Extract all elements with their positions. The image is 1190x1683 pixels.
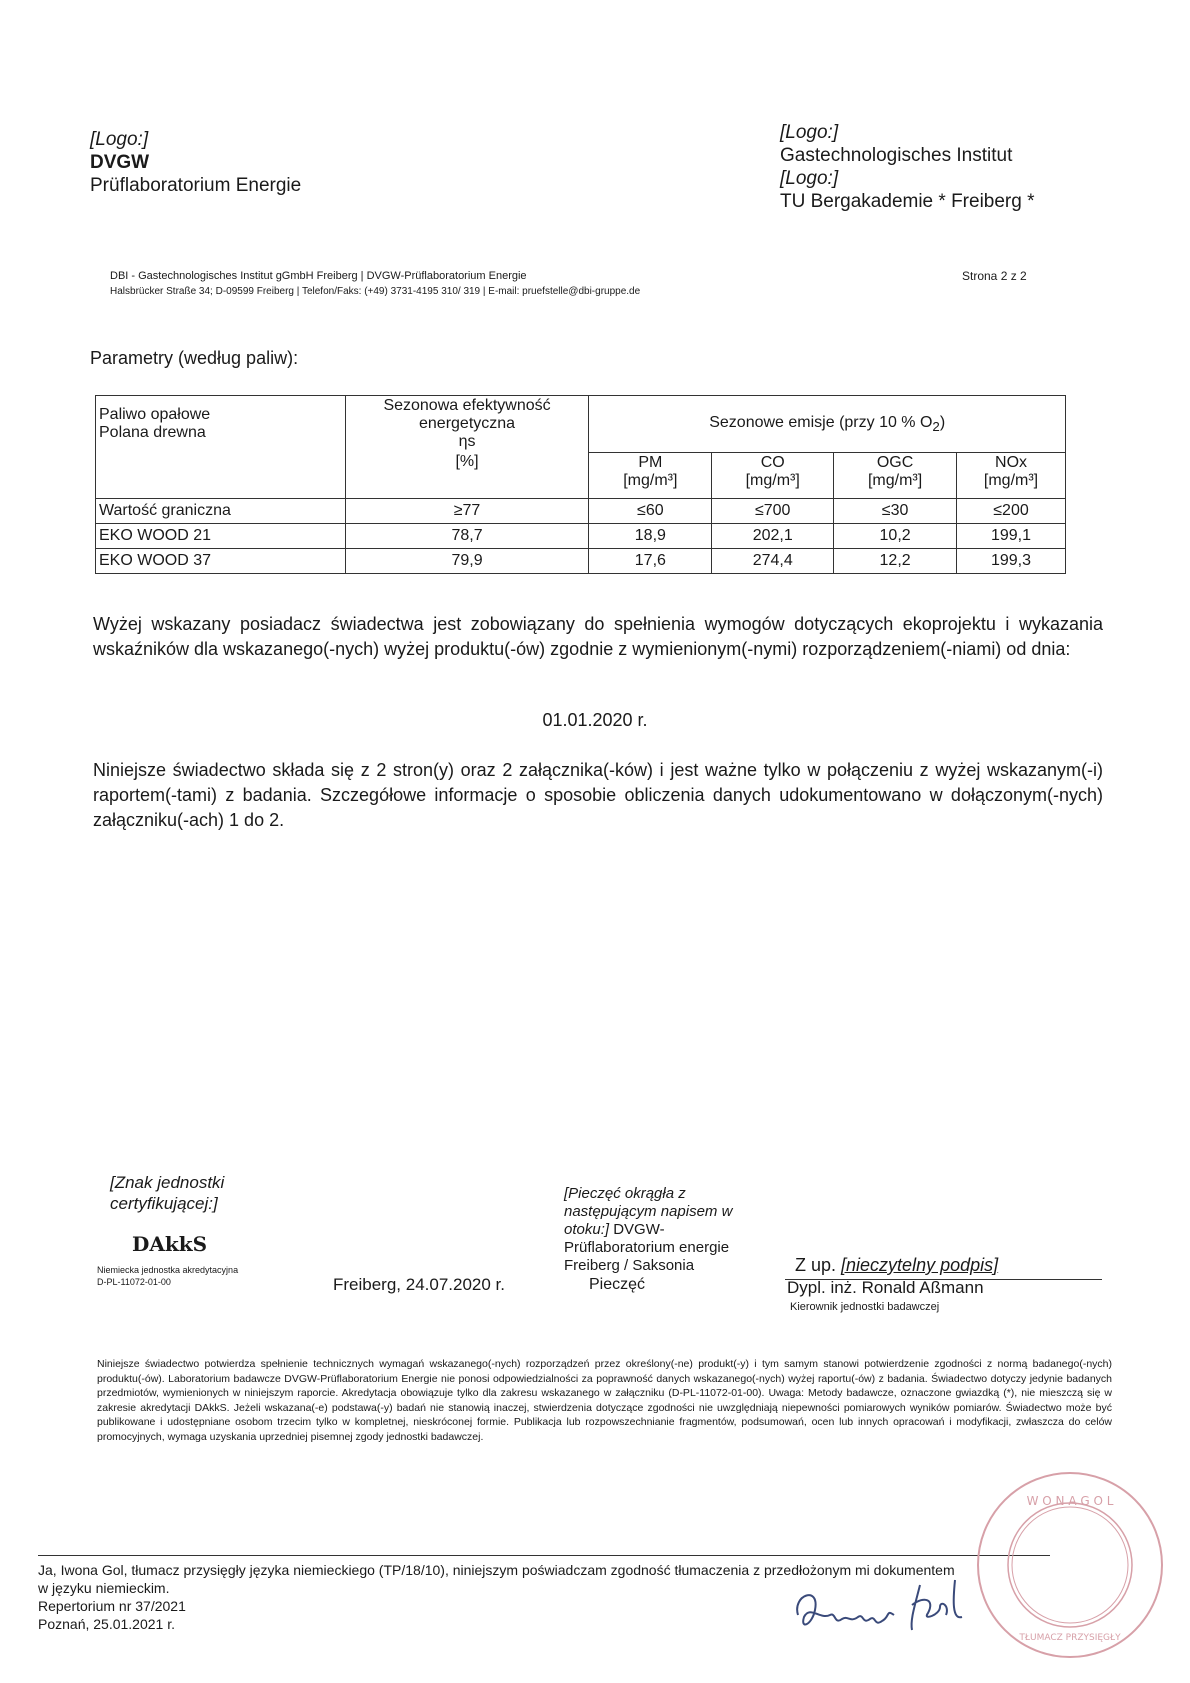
row-pm: ≤60: [589, 499, 712, 524]
place-date: Freiberg, 24.07.2020 r.: [333, 1275, 506, 1294]
fuel-header-line-2: Polana drewna: [99, 424, 206, 441]
col-nox: [957, 452, 1066, 499]
stamp-line-3: otoku:]: [564, 1221, 610, 1238]
col-pm-unit: [mg/m³]: [623, 471, 678, 489]
row-co: 274,4: [712, 549, 834, 574]
cert-mark-label: [110, 1172, 224, 1214]
left-org-sub: Prüflaboratorium Energie: [90, 175, 302, 196]
row-nox: ≤200: [957, 499, 1066, 524]
stamp-label: Pieczęć: [589, 1276, 646, 1293]
col-co: [712, 452, 834, 499]
institute-line-2: Halsbrücker Straße 34; D-09599 Freiberg | Telefon/Faks: (+49) 3731-4195 310/ 319 | E-mail: pruefstelle@dbi-gruppe.de: [110, 286, 641, 297]
col-co-unit: [mg/m³]: [745, 471, 800, 489]
illegible-signature-note: [nieczytelny podpis]: [841, 1255, 999, 1275]
efficiency-header-line-2: energetyczna: [419, 415, 516, 432]
efficiency-unit: [%]: [345, 452, 589, 499]
row-ogc: ≤30: [834, 499, 957, 524]
row-co: ≤700: [712, 499, 834, 524]
zup-signature-line: [795, 1255, 998, 1276]
emissions-header-text: Sezonowe emisje (przy 10 % O: [709, 413, 933, 431]
stamp-line-2: następującym napisem w: [564, 1203, 733, 1220]
signer-name: Dypl. inż. Ronald Aßmann: [787, 1278, 984, 1297]
translator-line-2: w języku niemieckim.: [38, 1580, 170, 1596]
translator-line-1: Ja, Iwona Gol, tłumacz przysięgły języka niemieckiego (TP/18/10), niniejszym poświadczam zgodność tłumaczenia z przedłożonym mi dokumentem: [38, 1562, 955, 1578]
right-org-name-2: TU Bergakademie * Freiberg *: [780, 191, 1035, 212]
col-ogc-name: OGC: [876, 453, 914, 471]
validity-paragraph: Niniejsze świadectwo składa się z 2 stron(y) oraz 2 załącznika(-ków) i jest ważne tylko w połączeniu z wyżej wskazanym(-i) raportem(-tami) z badania. Szczegółowe informacje o sposobie obliczenia danych udokumentowano w dołączonym(-nych) załączniku(-ach) 1 do 2.: [93, 760, 1103, 830]
dakks-caption-line-2: D-PL-11072-01-00: [97, 1277, 171, 1287]
fuel-header: [96, 396, 346, 453]
emissions-header: [589, 396, 1066, 453]
institute-address: [110, 269, 640, 299]
table-row: [96, 499, 1066, 524]
stamp-description: [564, 1185, 732, 1275]
col-pm-name: PM: [638, 453, 663, 471]
signer-role: Kierownik jednostki badawczej: [790, 1301, 940, 1313]
effective-date: 01.01.2020 r.: [542, 710, 648, 730]
row-pm: 17,6: [589, 549, 712, 574]
col-pm: [589, 452, 712, 499]
row-label: EKO WOOD 21: [96, 524, 346, 549]
dakks-caption-line-1: Niemiecka jednostka akredytacyjna: [97, 1265, 239, 1275]
svg-text:W O N A G O L: W O N A G O L: [1026, 1494, 1114, 1508]
handwritten-signature-icon: [790, 1575, 980, 1645]
right-logo-marker-1: [Logo:]: [780, 122, 839, 143]
row-co: 202,1: [712, 524, 834, 549]
fine-print: Niniejsze świadectwo potwierdza spełnienie technicznych wymagań wskazanego(-nych) rozporządzeń przez określony(-ne) produkt(-y) i tym samym stanowi potwierdzenie zgodności z normą badanego(-nych) produktu(-ów). Laboratorium badawcze DVGW-Prüflaboratorium Energie nie ponosi odpowiedzialności za poprawność danych wskazanego(-nych) wyżej raportu(-ów) z badania. Świadectwo dotyczy jedynie badanych przedmiotów, wymienionych w niniejszym raporcie. Akredytacja obowiązuje tylko dla zakresu wskazanego w załączniku (D-PL-11072-01-00). Uwaga: Metody badawcze, oznaczone gwiazdką (*), nie mieszczą się w zakresie akredytacji DAkkS. Jeżeli wskazana(-e) podstawa(-y) badań nie stanowią inaczej, stwierdzenia dotyczące zgodności nie uwzględniają niepewności pomiarowych wyników pomiarów. Świadectwo może być publikowane i udostępniane osobom trzecim tylko w kompletnej, nieskróconej formie. Publikacja lub rozpowszechnianie fragmentów, podsumowań, ocen lub innych opracowań i modyfikacji, zwłaszcza do celów promocyjnych, wymaga uzyskania uprzedniej pisemnej zgody jednostki badawczej.: [97, 1358, 1112, 1443]
header-left: [90, 128, 301, 197]
right-org-name-1: Gastechnologisches Institut: [780, 145, 1013, 166]
left-org-name: DVGW: [90, 152, 150, 173]
table-row: [96, 549, 1066, 574]
col-ogc-unit: [mg/m³]: [867, 471, 923, 489]
parameters-table: [95, 395, 1066, 574]
cert-mark-line-1: [Znak jednostki: [110, 1173, 225, 1192]
stamp-line-3b: DVGW-: [609, 1221, 665, 1238]
row-nox: 199,1: [957, 524, 1066, 549]
col-co-name: CO: [760, 453, 785, 471]
params-title: Parametry (według paliw):: [90, 348, 299, 368]
emissions-header-sub: 2: [932, 418, 940, 434]
translator-rule: [38, 1555, 1050, 1556]
obligation-paragraph: Wyżej wskazany posiadacz świadectwa jest zobowiązany do spełnienia wymogów dotyczących ekoprojektu i wykazania wskaźników dla wskazanego(-nych) wyżej produktu(-ów) zgodnie z wymienionym(-nymi) rozporządzeniem(-niami) od dnia:: [93, 614, 1103, 659]
row-label: Wartość graniczna: [96, 499, 346, 524]
row-label: EKO WOOD 37: [96, 549, 346, 574]
right-logo-marker-2: [Logo:]: [780, 168, 839, 189]
dakks-logo: DAkkS: [132, 1232, 208, 1256]
stamp-line-4: Prüflaboratorium energie: [564, 1239, 730, 1256]
translator-line-4: Poznań, 25.01.2021 r.: [38, 1616, 175, 1632]
table-row: [96, 524, 1066, 549]
row-nox: 199,3: [957, 549, 1066, 574]
row-ogc: 10,2: [834, 524, 957, 549]
institute-line-1: DBI - Gastechnologisches Institut gGmbH Freiberg | DVGW-Prüflaboratorium Energie: [110, 270, 527, 282]
row-pm: 18,9: [589, 524, 712, 549]
efficiency-header: [345, 396, 589, 453]
row-eff: 79,9: [345, 549, 589, 574]
efficiency-symbol: ηs: [458, 433, 476, 450]
row-eff: ≥77: [345, 499, 589, 524]
efficiency-header-line-1: Sezonowa efektywność: [383, 397, 551, 414]
stamp-line-1: [Pieczęć okrągła z: [564, 1185, 686, 1202]
zup-prefix: Z up.: [795, 1255, 842, 1275]
row-eff: 78,7: [345, 524, 589, 549]
svg-text:TŁUMACZ PRZYSIĘGŁY: TŁUMACZ PRZYSIĘGŁY: [1019, 1633, 1121, 1643]
cert-mark-line-2: certyfikującej:]: [110, 1194, 218, 1213]
col-nox-unit: [mg/m³]: [983, 471, 1039, 489]
translator-seal-icon: [970, 1465, 1170, 1665]
fuel-header-line-1: Paliwo opałowe: [99, 406, 211, 423]
header-right: [780, 121, 1035, 213]
stamp-line-5: Freiberg / Saksonia: [564, 1257, 695, 1274]
translator-line-3: Repertorium nr 37/2021: [38, 1598, 186, 1614]
dakks-caption: [97, 1264, 238, 1288]
left-logo-marker: [Logo:]: [90, 129, 149, 150]
emissions-header-close: ): [939, 413, 946, 431]
col-ogc: [834, 452, 957, 499]
page-number: Strona 2 z 2: [962, 269, 1027, 283]
row-ogc: 12,2: [834, 549, 957, 574]
col-nox-name: NOx: [995, 453, 1028, 471]
fuel-header-cont: [96, 452, 346, 499]
